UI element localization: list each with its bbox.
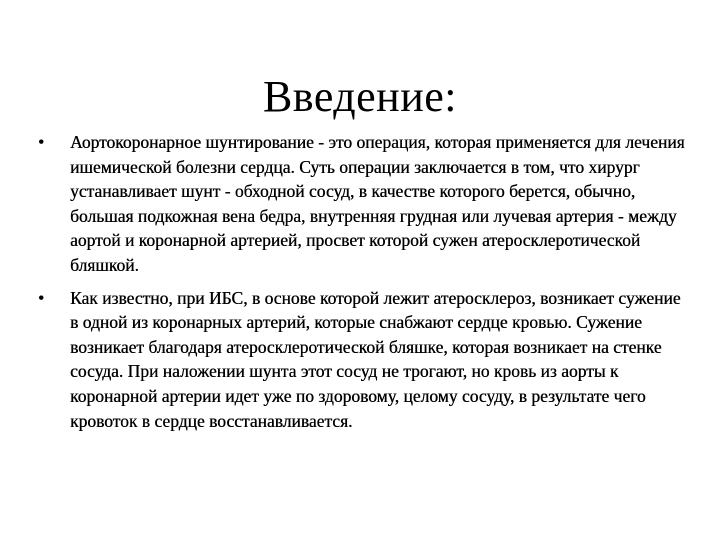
- bullet-icon: •: [38, 132, 45, 152]
- bullet-icon: •: [38, 287, 45, 308]
- bullet-list: [38, 130, 688, 441]
- bullet-item: [38, 130, 688, 278]
- bullet-text: Как известно, при ИБС, в основе которой лежит атеросклероз, возникает сужение в одной из коронарных артерий, которые снабжают сердце кровью. Сужение возникает благодаря атеросклеротической бляшке, которая возникает на стенке сосуда. При наложении шунта этот сосуд не трогают, но кровь из аорты к коронарной артерии идет уже по здоровому, целому сосуду, в результате чего кровоток в сердце восстанавливается.: [70, 287, 681, 431]
- bullet-text: Аортокоронарное шунтирование - это операция, которая применяется для лечения ишемической болезни сердца. Суть операции заключается в том, что хирург устанавливает шунт - обходной сосуд, в качестве которого берется, обычно, большая подкожная вена бедра, внутренняя грудная или лучевая артерия - между аортой и коронарной артерией, просвет которой сужен атеросклеротической бляшкой.: [70, 132, 685, 275]
- slide-title: Введение:: [262, 72, 458, 122]
- bullet-item: [38, 286, 688, 434]
